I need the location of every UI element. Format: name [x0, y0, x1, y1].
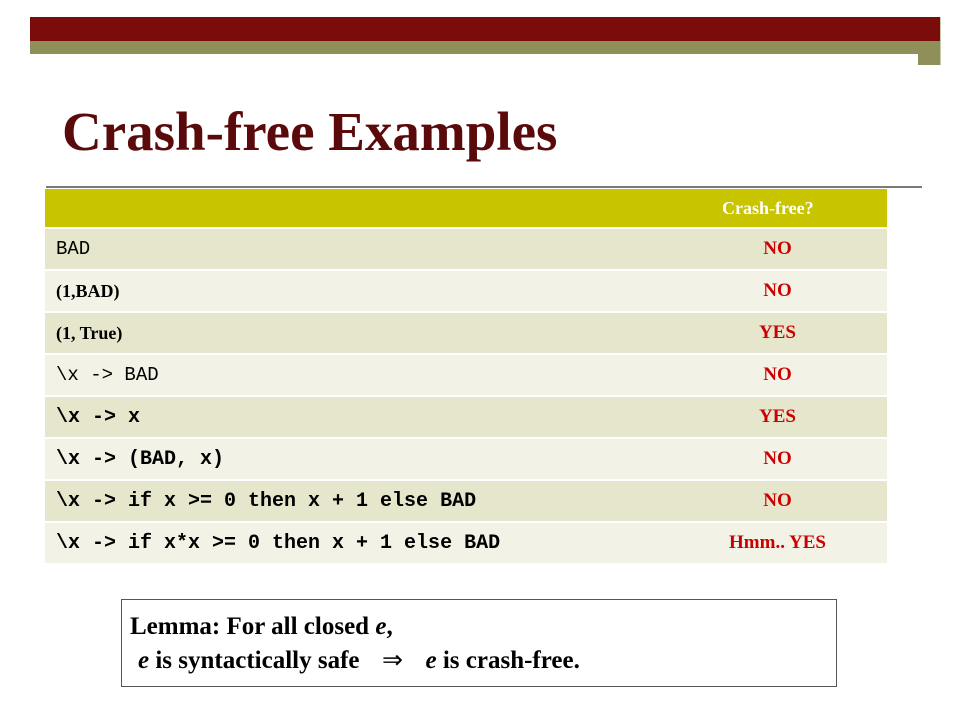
expression-cell: \x -> (BAD, x) — [45, 438, 708, 480]
answer-cell: NO — [708, 228, 887, 270]
lemma-var-1: e — [138, 647, 150, 674]
answer-cell: YES — [708, 312, 887, 354]
expression-cell: (1,BAD) — [45, 270, 708, 312]
slide-title: Crash-free Examples — [62, 101, 558, 162]
examples-table — [45, 189, 887, 565]
top-bar-dark — [30, 17, 918, 41]
expression-cell: (1, True) — [45, 312, 708, 354]
table-row — [45, 522, 887, 564]
lemma-line-2 — [130, 644, 836, 678]
table-row — [45, 480, 887, 522]
expression-cell: \x -> BAD — [45, 354, 708, 396]
lemma-end: is crash-free. — [436, 647, 580, 674]
table-row — [45, 312, 887, 354]
lemma-middle: is syntactically safe — [149, 647, 360, 674]
corner-square-dark — [918, 17, 940, 41]
answer-cell: Hmm.. YES — [708, 522, 887, 564]
answer-cell: NO — [708, 270, 887, 312]
expression-cell: \x -> x — [45, 396, 708, 438]
answer-cell: NO — [708, 480, 887, 522]
answer-cell: YES — [708, 396, 887, 438]
lemma-var: e — [375, 613, 387, 640]
corner-square-olive — [918, 41, 940, 65]
lemma-comma: , — [386, 613, 393, 640]
top-bar-olive — [30, 41, 918, 54]
header-expression-cell — [45, 189, 708, 228]
header-crash-free-cell: Crash-free? — [708, 189, 887, 228]
table-row — [45, 228, 887, 270]
table-row — [45, 270, 887, 312]
table-header-row — [45, 189, 887, 228]
lemma-box — [121, 599, 837, 687]
answer-cell: NO — [708, 354, 887, 396]
lemma-prefix: Lemma: For all closed — [130, 613, 376, 640]
lemma-line-1 — [130, 610, 836, 644]
expression-cell: \x -> if x*x >= 0 then x + 1 else BAD — [45, 522, 708, 564]
table-row — [45, 396, 887, 438]
corner-square-edge — [940, 17, 941, 65]
implies-symbol: ⇒ — [382, 647, 403, 674]
answer-cell: NO — [708, 438, 887, 480]
expression-cell: BAD — [45, 228, 708, 270]
lemma-var-2: e — [425, 647, 437, 674]
table-row — [45, 354, 887, 396]
table-row — [45, 438, 887, 480]
expression-cell: \x -> if x >= 0 then x + 1 else BAD — [45, 480, 708, 522]
title-divider — [46, 186, 922, 188]
